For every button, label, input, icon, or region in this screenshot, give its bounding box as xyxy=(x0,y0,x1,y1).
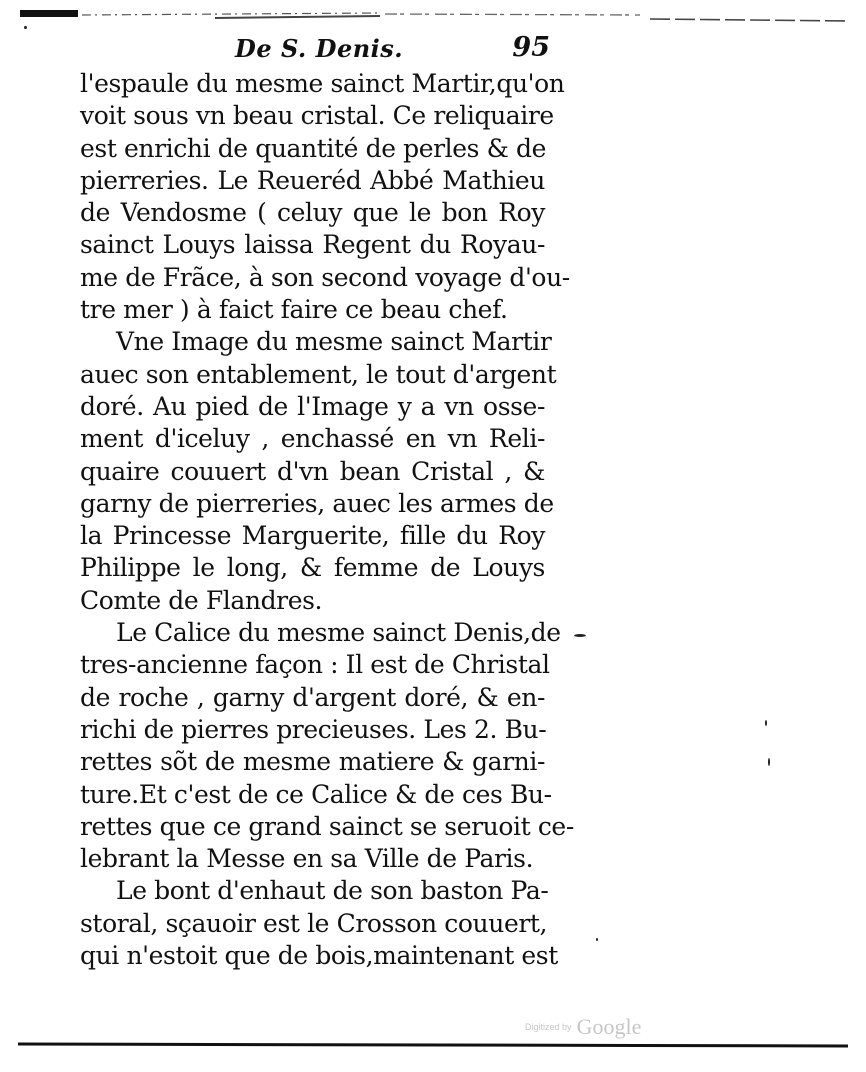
top-border-rule xyxy=(20,6,850,24)
bottom-border-rule xyxy=(18,1040,848,1050)
text-line: pierreries. Le Reueréd Abbé Mathieu xyxy=(80,165,545,195)
text-line: quaire couuert d'vn bean Cristal , & xyxy=(80,456,545,486)
text-line: Philippe le long, & femme de Louys xyxy=(80,553,545,583)
paragraph-1 xyxy=(80,68,570,326)
page-header xyxy=(80,34,550,70)
text-line: la Princesse Marguerite, fille du Roy xyxy=(80,521,545,551)
text-line: rettes sõt de mesme matiere & garni- xyxy=(80,747,545,777)
text-line: ment d'iceluy , enchassé en vn Reli- xyxy=(80,424,545,454)
paragraph-2 xyxy=(80,326,557,617)
text-line: Le Calice du mesme sainct Denis,de xyxy=(116,618,561,648)
text-line: de roche , garny d'argent doré, & en- xyxy=(80,682,545,712)
text-line: richi de pierres precieuses. Les 2. Bu- xyxy=(80,714,547,744)
ink-speck xyxy=(596,938,598,941)
paragraph-4 xyxy=(80,875,558,972)
text-line: est enrichi de quantité de perles & de xyxy=(80,133,547,163)
ink-speck xyxy=(574,634,586,637)
paragraph-3 xyxy=(80,617,574,875)
text-line: tre mer ) à faict faire ce beau chef. xyxy=(80,295,508,325)
body-text xyxy=(80,68,574,972)
watermark-digitized-label: Digitized by xyxy=(525,1022,572,1032)
text-line: garny de pierreries, auec les armes de xyxy=(80,488,554,518)
text-line: qui n'estoit que de bois,maintenant est xyxy=(80,941,558,971)
text-line: lebrant la Messe en sa Ville de Paris. xyxy=(80,844,534,874)
text-line: sainct Louys laissa Regent du Royau- xyxy=(80,230,545,260)
ink-speck xyxy=(768,758,770,766)
running-head: De S. Denis. xyxy=(235,34,404,63)
text-line: storal, sçauoir est le Crosson couuert, xyxy=(80,908,548,938)
text-line: l'espaule du mesme sainct Martir,qu'on xyxy=(80,69,565,98)
text-line: rettes que ce grand sainct se seruoit ce- xyxy=(80,811,574,841)
text-line: doré. Au pied de l'Image y a vn osse- xyxy=(80,391,545,421)
text-line: de Vendosme ( celuy que le bon Roy xyxy=(80,198,545,228)
text-line: tres-ancienne façon : Il est de Christal xyxy=(80,650,550,680)
text-line: voit sous vn beau cristal. Ce reliquaire xyxy=(80,101,554,131)
text-line: Comte de Flandres. xyxy=(80,585,323,615)
text-line: me de Frãce, à son second voyage d'ou- xyxy=(80,262,570,292)
page-number: 95 xyxy=(512,32,550,63)
text-line: Vne Image du mesme sainct Martir xyxy=(116,327,552,357)
google-logo: Google xyxy=(576,1014,642,1039)
text-line: auec son entablement, le tout d'argent xyxy=(80,359,557,389)
text-line: ture.Et c'est de ce Calice & de ces Bu- xyxy=(80,779,552,809)
ink-speck xyxy=(765,720,767,726)
text-line: Le bont d'enhaut de son baston Pa- xyxy=(116,876,549,906)
ink-speck xyxy=(24,26,27,29)
